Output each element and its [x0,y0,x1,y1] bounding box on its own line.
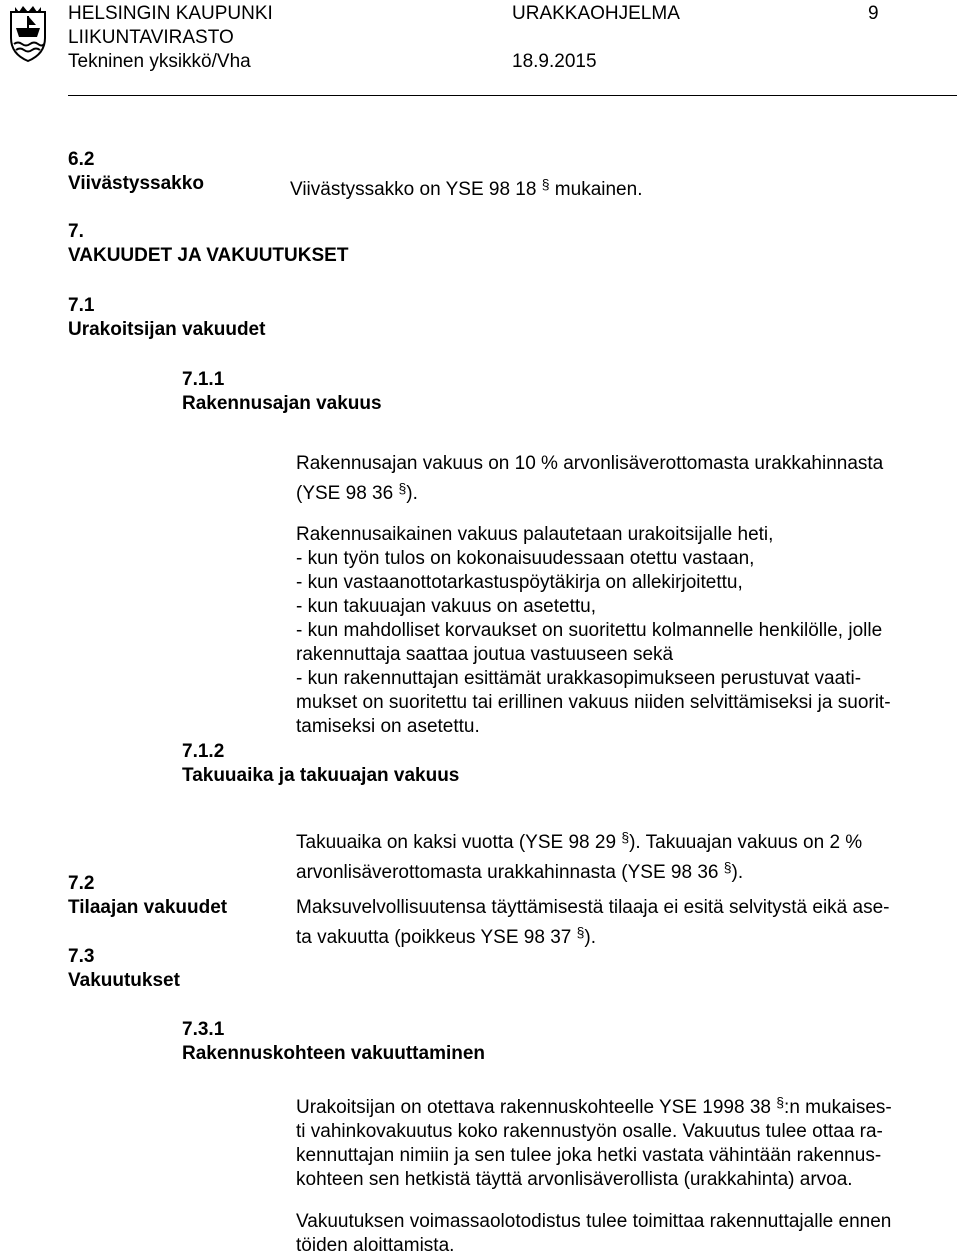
section-title-vakuudet: VAKUUDET JA VAKUUTUKSET [68,245,349,266]
text-line: Vakuutuksen voimassaolotodistus tulee toimittaa rakennuttajalle ennen [296,1211,892,1232]
text-line: - kun rakennuttajan esittämät urakkasopimukseen perustuvat vaati- [296,668,862,689]
section-number-7-1: 7.1 [68,295,95,316]
header-date: 18.9.2015 [512,51,597,72]
section-number-7-3: 7.3 [68,946,95,967]
text-line: rakennuttaja saattaa joutua vastuuseen sekä [296,644,674,665]
section-number-7-1-1: 7.1.1 [182,369,225,390]
text-line: - kun mahdolliset korvaukset on suoritettu kolmannelle henkilölle, jolle [296,620,883,641]
header-doc-title: URAKKAOHJELMA [512,3,680,24]
text-line: mukset on suoritettu tai erillinen vakuus niiden selvittämiseksi ja suorit- [296,692,891,713]
section-number-7-3-1: 7.3.1 [182,1019,225,1040]
text-line: Takuuaika on kaksi vuotta (YSE 98 29 §). Takuuajan vakuus on 2 % [296,829,863,853]
section-title-rakennusajan-vakuus: Rakennusajan vakuus [182,393,382,414]
text-line: tamiseksi on asetettu. [296,716,480,737]
section-title-rakennuskohteen-vakuuttaminen: Rakennuskohteen vakuuttaminen [182,1043,486,1064]
header-department: LIIKUNTAVIRASTO [68,27,234,48]
voimassaolotodistus-paragraph [296,1210,951,1258]
text-line: - kun työn tulos on kokonaisuudessaan otettu vastaan, [296,548,755,569]
takuuaika-paragraph [296,825,951,885]
section-title-tilaajan-vakuudet: Tilaajan vakuudet [68,897,228,918]
viivastyssakko-text: Viivästyssakko on YSE 98 18 § mukainen. [290,176,643,200]
text-line: ta vakuutta (poikkeus YSE 98 37 §). [296,924,597,948]
text-line: (YSE 98 36 §). [296,480,418,504]
section-title-viivastyssakko: Viivästyssakko [68,173,204,194]
tilaajan-vakuudet-paragraph [296,896,951,950]
section-title-urakoitsijan-vakuudet: Urakoitsijan vakuudet [68,319,266,340]
text-line: Rakennusajan vakuus on 10 % arvonlisäverottomasta urakkahinnasta [296,453,884,474]
rakennusajan-vakuus-paragraph [296,452,951,506]
text-line: töiden aloittamista. [296,1235,455,1256]
text-line: kennuttajan nimiin ja sen tulee joka hetki vastata vähintään rakennus- [296,1145,882,1166]
header-page-number: 9 [868,3,879,24]
text-line: arvonlisäverottomasta urakkahinnasta (YSE 98 36 §). [296,859,744,883]
section-title-takuuaika: Takuuaika ja takuuajan vakuus [182,765,460,786]
section-title-vakuutukset: Vakuutukset [68,970,180,991]
section-number-7-2: 7.2 [68,873,95,894]
text-line: - kun takuuajan vakuus on asetettu, [296,596,596,617]
section-number-7: 7. [68,221,84,242]
text-line: Urakoitsijan on otettava rakennuskohteelle YSE 1998 38 §:n mukaises- [296,1094,892,1118]
helsinki-coat-of-arms-icon [6,4,50,64]
header-unit: Tekninen yksikkö/Vha [68,51,251,72]
section-number-6-2: 6.2 [68,149,95,170]
rakennuskohteen-vakuuttaminen-paragraph [296,1090,951,1192]
text-line: - kun vastaanottotarkastuspöytäkirja on allekirjoitettu, [296,572,743,593]
text-line: Maksuvelvollisuutensa täyttämisestä tilaaja ei esitä selvitystä eikä ase- [296,897,890,918]
header-org-name: HELSINGIN KAUPUNKI [68,3,273,24]
header-divider [68,95,957,96]
palautus-paragraph [296,523,951,739]
section-number-7-1-2: 7.1.2 [182,741,225,762]
text-line: kohteen sen hetkistä täyttä arvonlisäverollista (urakkahinta) arvoa. [296,1169,853,1190]
text-line: ti vahinkovakuutus koko rakennustyön osalle. Vakuutus tulee ottaa ra- [296,1121,883,1142]
text-line: Rakennusaikainen vakuus palautetaan urakoitsijalle heti, [296,524,774,545]
